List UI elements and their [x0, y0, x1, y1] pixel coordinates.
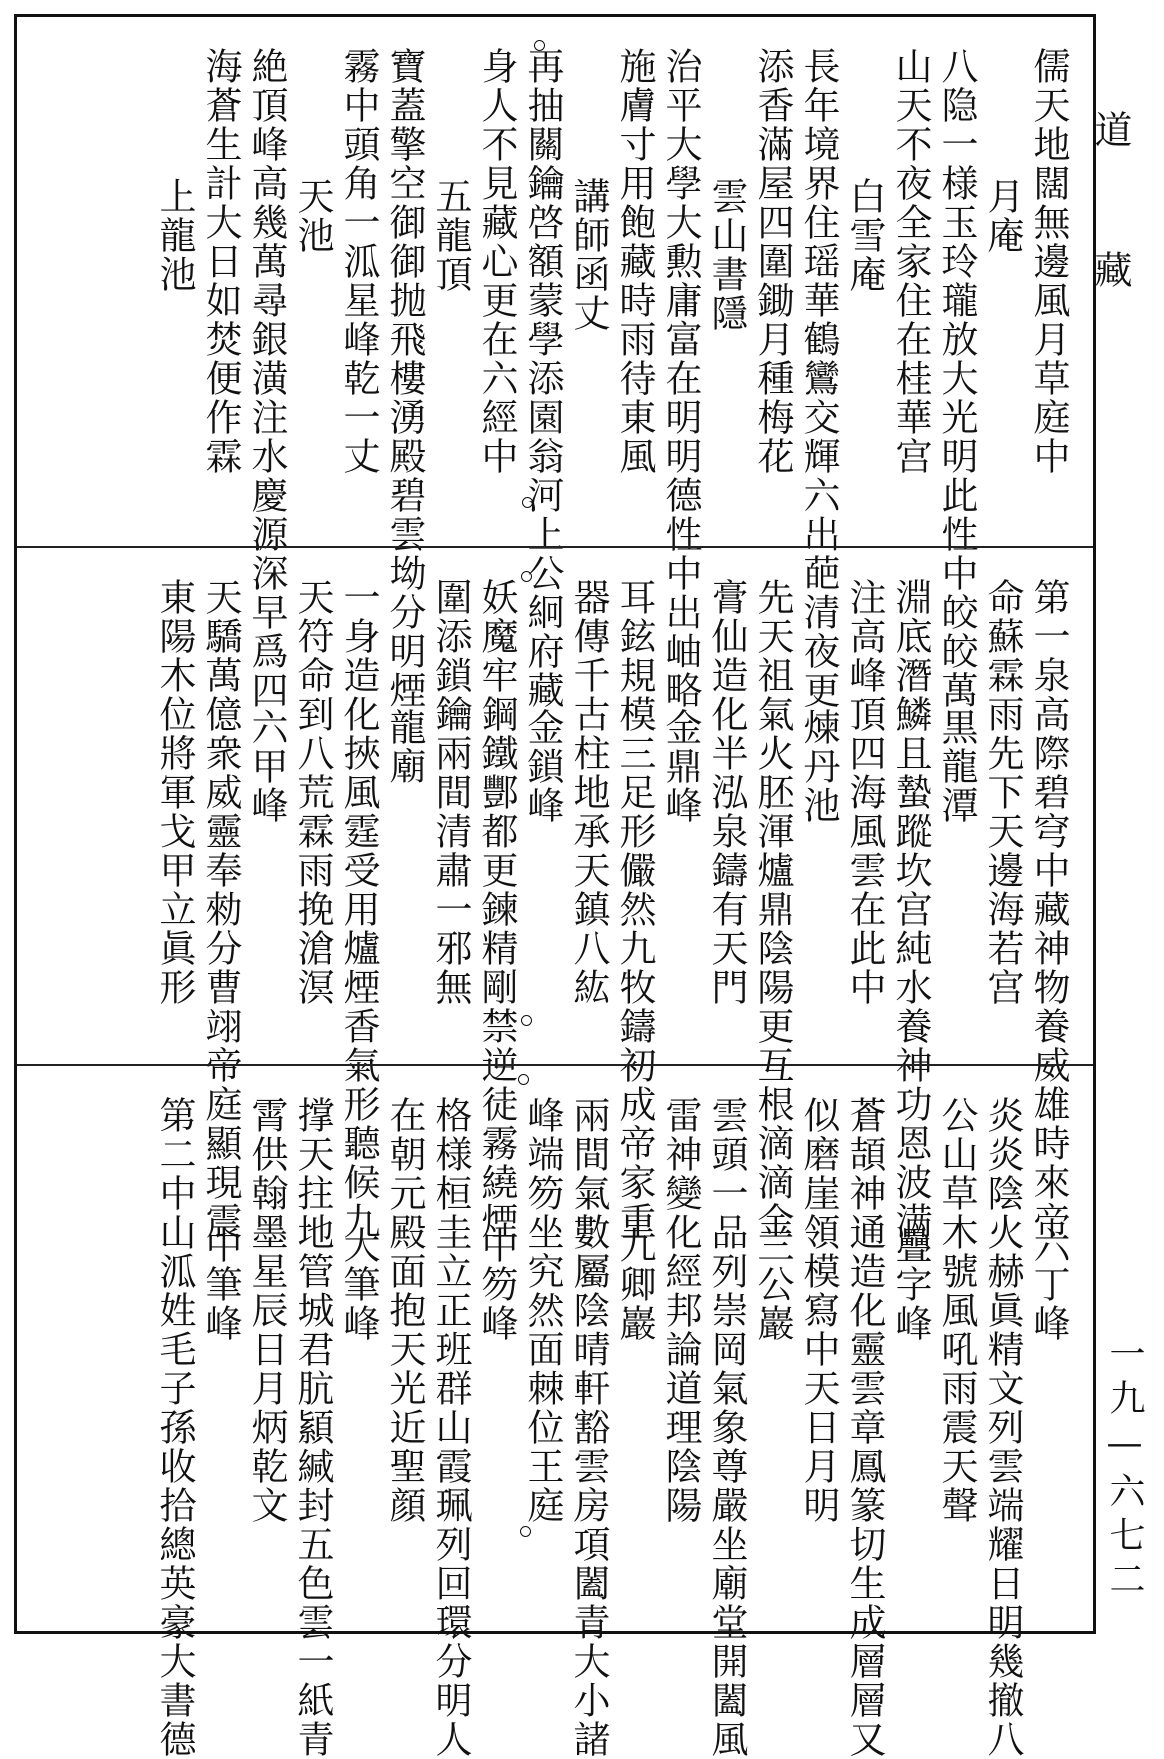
poem-title: 金鎖峰 [521, 708, 564, 825]
column-group [57, 47, 1070, 710]
poem-title: 大筆峰 [337, 1226, 380, 1343]
text-column: 山天不夜全家住在桂華宫 [889, 47, 932, 476]
collection-mark: 道 [1088, 110, 1132, 148]
poem-title: 疊字峰 [889, 1226, 932, 1343]
text-column: 妖魔牢鋼鐵酆都更鍊精剛禁逆徒霧繞煙 [475, 578, 518, 1241]
text-column: 兩間氣數屬陰晴軒豁雲房項闔青大小諸 [567, 1096, 610, 1759]
text-column: 撑天拄地管城君肮顈緘封五色雲一紙青 [291, 1096, 334, 1759]
text-column: 圍添鎖鑰兩間清肅一邪無 [429, 578, 472, 1007]
text-column: 治平大學大勲庸富在明明德性中出岫略 [659, 47, 702, 710]
poem-title: 白雪庵 [843, 177, 886, 294]
punctuation-circle [534, 40, 545, 51]
text-column: 添香滿屋四圍鋤月種梅花 [751, 47, 794, 476]
text-column: 格様桓圭立正班群山霞珮列回環分明人 [429, 1096, 472, 1759]
text-column: 器傳千古柱地承天鎮八紘 [567, 578, 610, 1007]
poem-title: 九卿巖 [613, 1226, 656, 1343]
text-column: 在朝元殿面抱天光近聖顔 [383, 1096, 426, 1525]
poem-title: 煉丹池 [797, 708, 840, 825]
text-column: 絶頂峰高幾萬尋銀潢注水慶源深早爲四 [245, 47, 288, 710]
poem-title: 金鼎峰 [659, 708, 702, 825]
text-column: 霧中頭角一泒星峰乾一丈 [337, 47, 380, 476]
column-group [57, 1096, 1070, 1759]
poem-title: 雲山書隱 [705, 177, 748, 333]
text-column: 身人不見藏心更在六經中 [475, 47, 518, 476]
text-column: 淵底潛鱗且蟄蹤坎宫純水養神功恩波满 [889, 578, 932, 1241]
text-column: 天符命到八荒霖雨挽滄溟 [291, 578, 334, 1007]
text-column: 先天祖氣火胚渾爐鼎陰陽更互根滴滴金 [751, 578, 794, 1241]
poem-title: 月庵 [981, 177, 1024, 255]
text-column: 再抽關鑰啓額蒙學添園翁河上公絅府藏 [521, 47, 564, 710]
text-column: 八隐一様玉玲瓏放大光明此性中皎皎萬 [935, 47, 978, 710]
collection-mark: 藏 [1088, 250, 1132, 288]
text-column: 蒼頡神通造化靈雲章鳳篆切生成層層又 [843, 1096, 886, 1759]
text-column: 一身造化挾風霆受用爐煙香氣形聽候九 [337, 578, 380, 1241]
text-column: 第一泉高際碧穹中藏神物養威雄時來帝 [1027, 578, 1070, 1241]
text-panel-middle [17, 546, 1093, 1241]
text-column: 雲頭一品列崇岡氣象尊嚴坐廟堂開闔風 [705, 1096, 748, 1759]
text-panel-top [17, 17, 1093, 710]
text-column: 似磨崖領模寫中天日月明 [797, 1096, 840, 1525]
punctuation-circle [522, 497, 533, 508]
text-column: 海蒼生計大日如焚便作霖 [199, 47, 242, 476]
poem-title: 黒龍潭 [935, 708, 978, 825]
poem-title: 三公巖 [751, 1226, 794, 1343]
text-column: 峰端笏坐究然面棘位王庭 [521, 1096, 564, 1525]
poem-title: 天池 [291, 177, 334, 255]
text-column: 寶蓋擎空御御抛飛樓湧殿碧雲坳分明煙 [383, 47, 426, 710]
text-column: 儒天地闊無邊風月草庭中 [1027, 47, 1070, 476]
text-column: 膏仙造化半泓泉鑄有天門 [705, 578, 748, 1007]
poem-title: 五龍頂 [429, 177, 472, 294]
text-column: 公山草木號風吼雨震天聲 [935, 1096, 978, 1525]
punctuation-circle [521, 1015, 532, 1026]
text-column: 命蘇霖雨先下天邊海若宫 [981, 578, 1024, 1007]
punctuation-circle [518, 1074, 529, 1085]
punctuation-circle [520, 1526, 531, 1537]
page-number: 一九—六七二 [1104, 1335, 1145, 1604]
poem-title: 上龍池 [153, 177, 196, 294]
text-column: 東陽木位將軍戈甲立眞形 [153, 578, 196, 1007]
text-column: 雷神變化經邦論道理陰陽 [659, 1096, 702, 1525]
punctuation-circle [521, 571, 532, 582]
poem-title: 六甲峰 [245, 708, 288, 825]
text-column: 炎炎陰火赫眞精文列雲端耀日明幾撤八 [981, 1096, 1024, 1759]
text-column: 注高峰頂四海風雲在此中 [843, 578, 886, 1007]
poem-title: 中筆峰 [199, 1226, 242, 1343]
column-group [57, 578, 1070, 1241]
text-column: 長年境界住瑶華鶴鸞交輝六出葩清夜更 [797, 47, 840, 710]
poem-title: 六丁峰 [1027, 1226, 1070, 1343]
text-panel-bottom [17, 1064, 1093, 1759]
text-column: 耳鉉規模三足形儼然九牧鑄初成帝家重 [613, 578, 656, 1241]
poem-title: 龍廟 [383, 708, 426, 786]
text-column: 施膚寸用飽藏時雨待東風 [613, 47, 656, 476]
text-column: 霄供翰墨星辰日月炳乾文 [245, 1096, 288, 1525]
page-frame [14, 14, 1096, 1759]
poem-title: 講師函丈 [567, 177, 610, 333]
text-column: 天驕萬億衆威靈奉勑分曹翊帝庭顯現震 [199, 578, 242, 1241]
text-column: 第二中山泒姓毛子孫收拾總英豪大書德 [153, 1096, 196, 1759]
poem-title: 中笏峰 [475, 1226, 518, 1343]
